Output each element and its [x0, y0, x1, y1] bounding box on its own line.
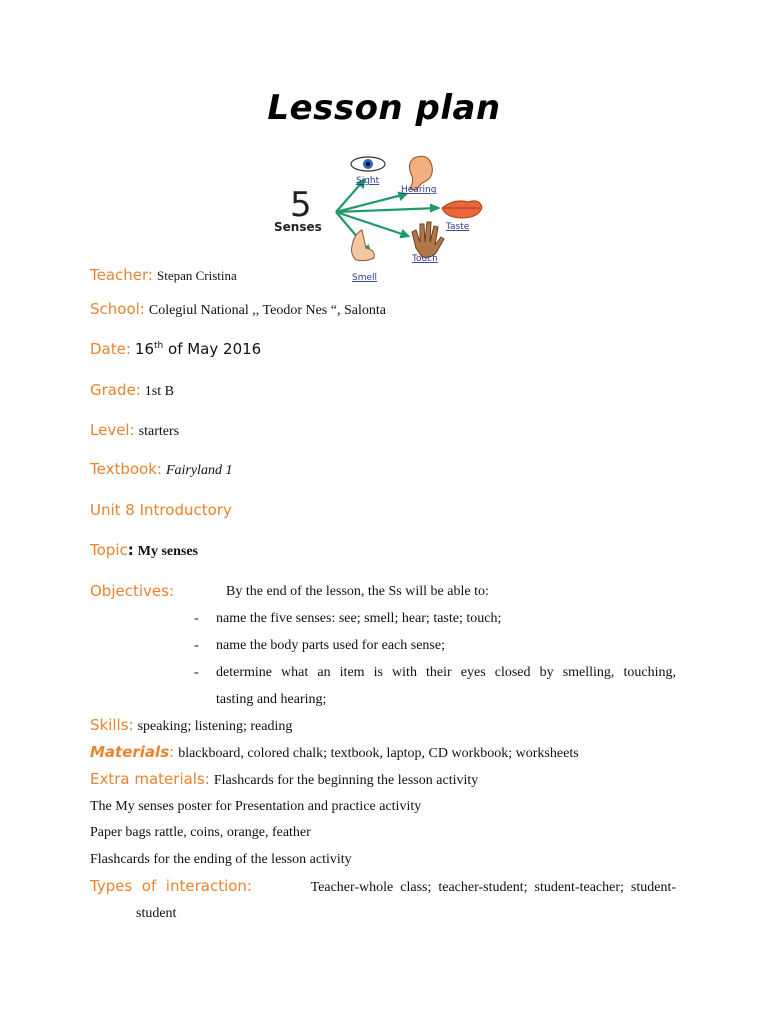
extra-materials-line: The My senses poster for Presentation and practice activity [90, 799, 422, 814]
bullet-dash: - [194, 611, 199, 626]
label-hearing: Hearing [401, 185, 437, 195]
page-title: Lesson plan [267, 88, 501, 128]
objectives-row [90, 582, 174, 601]
label-sight: Sight [356, 176, 380, 186]
interaction-label: Types of interaction: [90, 877, 252, 895]
topic-row: Topic: My senses [90, 541, 199, 559]
label-smell: Smell [352, 273, 378, 283]
five-senses-illustration [268, 150, 488, 288]
materials-row [90, 743, 579, 762]
topic-label: Topic [90, 541, 128, 559]
date-label: Date: [90, 340, 131, 358]
textbook-row [90, 460, 232, 479]
senses-number: 5 [290, 185, 312, 225]
grade-label: Grade: [90, 381, 141, 399]
teacher-label: Teacher: [90, 266, 153, 284]
hand-icon [412, 222, 444, 258]
bullet-dash: - [194, 638, 199, 653]
bullet-dash: - [194, 665, 199, 680]
school-label: School: [90, 300, 145, 318]
objectives-label: Objectives: [90, 582, 174, 600]
senses-caption: Senses [274, 220, 322, 234]
textbook-value: Fairyland 1 [165, 463, 233, 478]
level-row [90, 421, 179, 440]
topic-value: My senses [137, 544, 199, 559]
extra-materials-label: Extra materials: [90, 770, 210, 788]
school-row [90, 300, 386, 319]
level-label: Level: [90, 421, 135, 439]
materials-value: blackboard, colored chalk; textbook, laptop, CD workbook; worksheets [178, 746, 579, 761]
materials-label: Materials: [90, 743, 175, 761]
extra-materials-row [90, 770, 478, 789]
skills-label: Skills: [90, 716, 134, 734]
unit-row [90, 501, 232, 520]
extra-materials-line: Flashcards for the ending of the lesson activity [90, 852, 352, 867]
label-taste: Taste [446, 222, 470, 232]
date-row [90, 340, 261, 359]
grade-row [90, 381, 174, 400]
interaction-value: Teacher-whole class; teacher-student; student-teacher; student- [310, 880, 676, 895]
interaction-cont: student [136, 906, 177, 921]
mouth-icon [442, 201, 482, 218]
interaction-row [90, 877, 676, 896]
objectives-intro: By the end of the lesson, the Ss will be able to: [226, 584, 489, 599]
teacher-value: Stepan Cristina [156, 268, 237, 283]
grade-value: 1st B [144, 384, 174, 399]
label-touch: Touch [412, 254, 438, 264]
objective-item-cont: tasting and hearing; [216, 692, 327, 707]
skills-value: speaking; listening; reading [137, 719, 293, 734]
objective-item: name the body parts used for each sense; [216, 638, 445, 653]
objective-item: name the five senses: see; smell; hear; taste; touch; [216, 611, 502, 626]
date-value: 16th of May 2016 [134, 340, 262, 358]
extra-materials-value: Flashcards for the beginning the lesson activity [213, 773, 479, 788]
school-value: Colegiul National ,, Teodor Nes “, Salonta [148, 303, 386, 318]
level-value: starters [138, 424, 180, 439]
skills-row [90, 716, 292, 735]
teacher-row [90, 266, 237, 285]
textbook-label: Textbook: [90, 460, 162, 478]
eye-icon [351, 157, 385, 171]
unit-label: Unit 8 Introductory [90, 501, 232, 519]
extra-materials-line: Paper bags rattle, coins, orange, feather [90, 825, 311, 840]
objective-item: determine what an item is with their eyes closed by smelling, touching, [216, 665, 676, 680]
